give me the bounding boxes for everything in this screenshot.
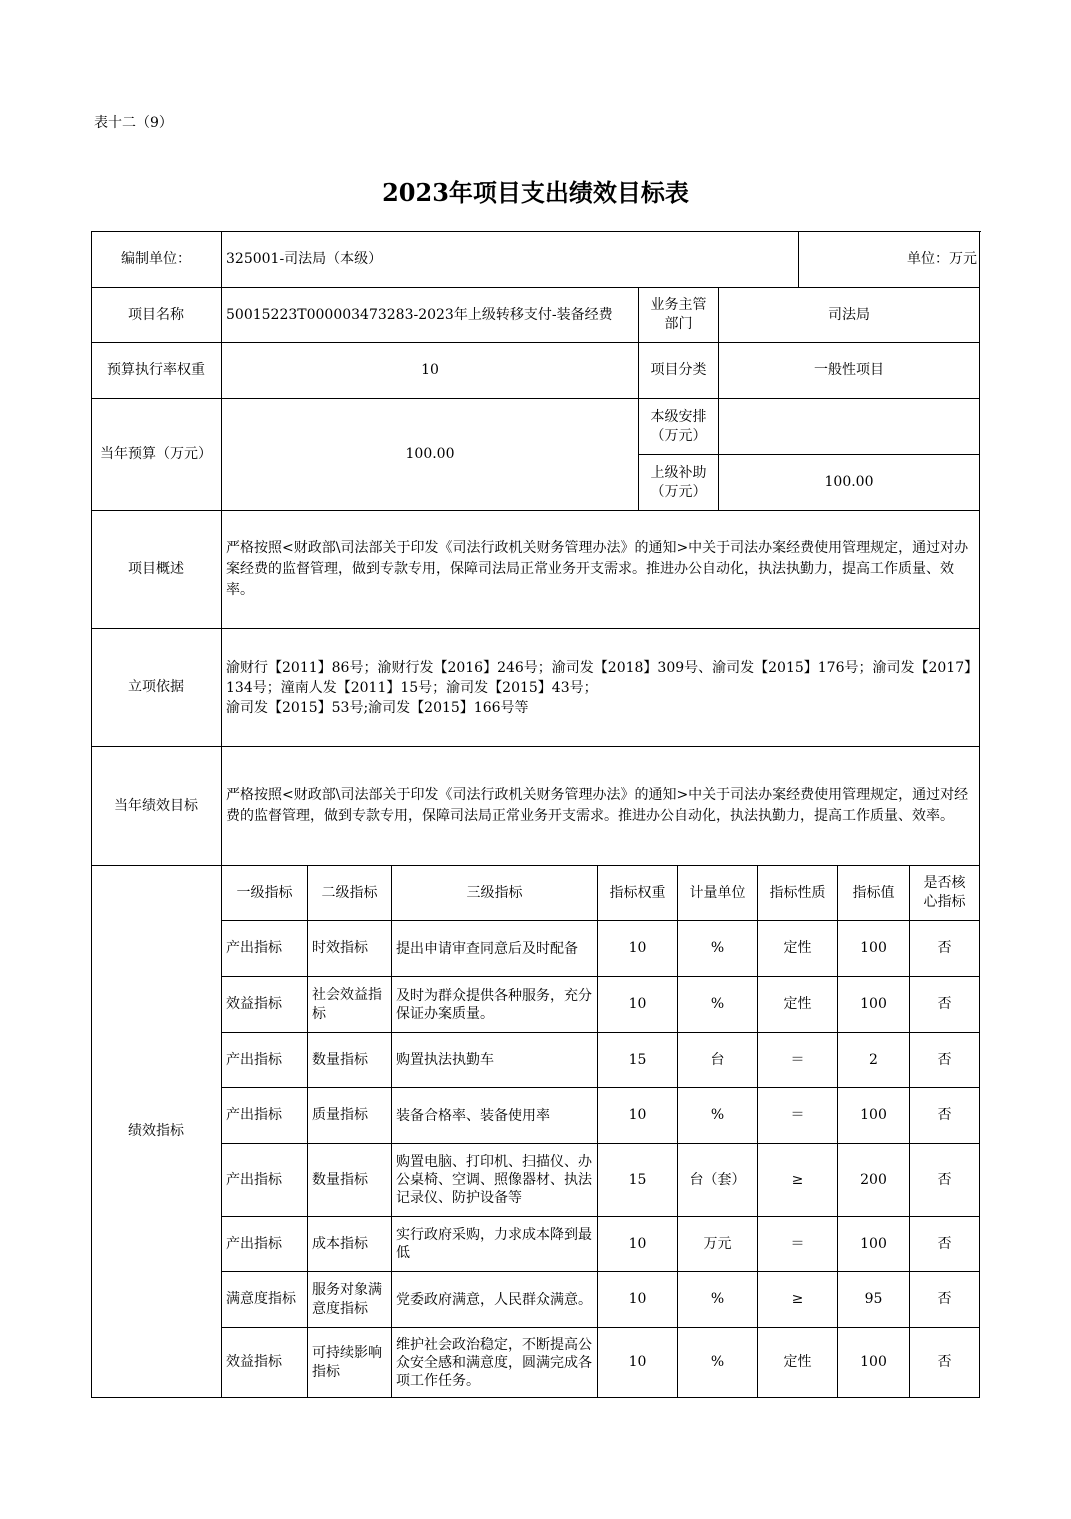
indicator-cell-core: 否	[910, 921, 980, 977]
indicator-cell-unit: %	[678, 977, 758, 1033]
local-budget-label: 本级安排（万元）	[639, 399, 719, 455]
indicator-cell-level2: 社会效益指标	[308, 977, 392, 1033]
indicator-cell-value: 100	[838, 1088, 910, 1144]
unit-label: 编制单位：	[91, 231, 222, 288]
indicator-cell-weight: 10	[598, 1328, 678, 1398]
local-budget-value	[719, 399, 980, 455]
indicator-cell-core: 否	[910, 1328, 980, 1398]
indicator-cell-level1: 产出指标	[222, 1144, 308, 1217]
indicator-cell-unit: %	[678, 1328, 758, 1398]
overview-label: 项目概述	[91, 511, 222, 629]
indicator-cell-weight: 15	[598, 1144, 678, 1217]
indicator-header-nature: 指标性质	[758, 866, 838, 921]
indicator-cell-unit: 万元	[678, 1217, 758, 1272]
indicator-cell-unit: 台	[678, 1033, 758, 1088]
indicator-cell-weight: 10	[598, 977, 678, 1033]
indicator-header-core: 是否核心指标	[910, 866, 980, 921]
budget-value: 100.00	[222, 399, 639, 511]
indicator-cell-level2: 数量指标	[308, 1144, 392, 1217]
weight-value: 10	[222, 343, 639, 399]
weight-label: 预算执行率权重	[91, 343, 222, 399]
indicator-cell-level1: 产出指标	[222, 1033, 308, 1088]
indicator-cell-core: 否	[910, 1088, 980, 1144]
performance-table	[91, 231, 980, 1398]
indicator-cell-level3: 党委政府满意，人民群众满意。	[392, 1272, 598, 1328]
basis-label: 立项依据	[91, 629, 222, 747]
indicator-header-unit: 计量单位	[678, 866, 758, 921]
indicator-cell-core: 否	[910, 1033, 980, 1088]
indicator-cell-unit: %	[678, 1088, 758, 1144]
indicator-cell-core: 否	[910, 1217, 980, 1272]
category-value: 一般性项目	[719, 343, 980, 399]
indicator-cell-level2: 可持续影响指标	[308, 1328, 392, 1398]
indicator-header-level3: 三级指标	[392, 866, 598, 921]
indicator-cell-value: 95	[838, 1272, 910, 1328]
unit-value: 325001-司法局（本级）	[222, 231, 799, 288]
indicator-cell-unit: %	[678, 921, 758, 977]
currency-note: 单位：万元	[799, 231, 980, 288]
indicator-cell-weight: 10	[598, 1088, 678, 1144]
indicator-cell-level3: 维护社会政治稳定，不断提高公众安全感和满意度，圆满完成各项工作任务。	[392, 1328, 598, 1398]
indicator-header-weight: 指标权重	[598, 866, 678, 921]
indicator-header-level2: 二级指标	[308, 866, 392, 921]
indicator-cell-weight: 10	[598, 921, 678, 977]
superior-budget-value: 100.00	[719, 455, 980, 511]
indicator-cell-level1: 效益指标	[222, 977, 308, 1033]
indicator-cell-nature: ＝	[758, 1033, 838, 1088]
indicator-cell-nature: 定性	[758, 1328, 838, 1398]
indicator-cell-level3: 实行政府采购，力求成本降到最低	[392, 1217, 598, 1272]
page-title: 2023年项目支出绩效目标表	[382, 178, 689, 207]
project-name-label: 项目名称	[91, 288, 222, 343]
indicator-cell-weight: 15	[598, 1033, 678, 1088]
indicator-cell-value: 100	[838, 921, 910, 977]
indicator-cell-level3: 提出申请审查同意后及时配备	[392, 921, 598, 977]
indicator-cell-level2: 数量指标	[308, 1033, 392, 1088]
indicator-header-level1: 一级指标	[222, 866, 308, 921]
indicator-cell-level3: 及时为群众提供各种服务，充分保证办案质量。	[392, 977, 598, 1033]
indicator-cell-level2: 时效指标	[308, 921, 392, 977]
indicator-cell-value: 200	[838, 1144, 910, 1217]
basis-text	[222, 629, 980, 747]
indicators-label: 绩效指标	[91, 866, 222, 1398]
basis-line-2: 渝司发【2015】53号;渝司发【2015】166号等	[226, 699, 529, 716]
indicator-cell-nature: ＝	[758, 1217, 838, 1272]
indicator-cell-value: 2	[838, 1033, 910, 1088]
table-number: 表十二（9）	[94, 115, 173, 131]
indicator-header-value: 指标值	[838, 866, 910, 921]
dept-value: 司法局	[719, 288, 980, 343]
indicator-cell-level2: 质量指标	[308, 1088, 392, 1144]
goal-label: 当年绩效目标	[91, 747, 222, 866]
indicator-cell-level1: 效益指标	[222, 1328, 308, 1398]
project-name-value: 50015223T000003473283-2023年上级转移支付-装备经费	[222, 288, 639, 343]
indicator-cell-value: 100	[838, 1217, 910, 1272]
indicator-cell-level1: 产出指标	[222, 1217, 308, 1272]
indicator-cell-nature: 定性	[758, 921, 838, 977]
indicator-cell-level3: 装备合格率、装备使用率	[392, 1088, 598, 1144]
indicator-cell-level1: 产出指标	[222, 921, 308, 977]
indicator-cell-core: 否	[910, 1144, 980, 1217]
indicator-cell-nature: ＝	[758, 1088, 838, 1144]
indicator-cell-level2: 成本指标	[308, 1217, 392, 1272]
indicator-cell-unit: 台（套）	[678, 1144, 758, 1217]
budget-label: 当年预算（万元）	[91, 399, 222, 511]
indicator-cell-nature: ≥	[758, 1272, 838, 1328]
indicator-cell-level2: 服务对象满意度指标	[308, 1272, 392, 1328]
indicator-cell-weight: 10	[598, 1217, 678, 1272]
indicator-cell-nature: 定性	[758, 977, 838, 1033]
category-label: 项目分类	[639, 343, 719, 399]
overview-text: 严格按照<财政部\司法部关于印发《司法行政机关财务管理办法》的通知>中关于司法办案经费使用管理规定，通过对办案经费的监督管理，做到专款专用，保障司法局正常业务开支需求。推进办公自动化，执法执勤力，提高工作质量、效率。	[222, 511, 980, 629]
indicator-cell-core: 否	[910, 1272, 980, 1328]
basis-line-1: 渝财行【2011】86号；渝财行发【2016】246号；渝司发【2018】309号、渝司发【2015】176号；渝司发【2017】134号；潼南人发【2011】15号；渝司发【2015】43号；	[226, 659, 972, 696]
indicator-cell-unit: %	[678, 1272, 758, 1328]
dept-label: 业务主管部门	[639, 288, 719, 343]
indicator-cell-level3: 购置电脑、打印机、扫描仪、办公桌椅、空调、照像器材、执法记录仪、防护设备等	[392, 1144, 598, 1217]
indicator-cell-core: 否	[910, 977, 980, 1033]
indicator-cell-value: 100	[838, 1328, 910, 1398]
indicator-cell-value: 100	[838, 977, 910, 1033]
superior-budget-label: 上级补助（万元）	[639, 455, 719, 511]
goal-text: 严格按照<财政部\司法部关于印发《司法行政机关财务管理办法》的通知>中关于司法办案经费使用管理规定，通过对经费的监督管理，做到专款专用，保障司法局正常业务开支需求。推进办公自动化，执法执勤力，提高工作质量、效率。	[222, 747, 980, 866]
indicator-cell-level1: 满意度指标	[222, 1272, 308, 1328]
indicator-cell-level1: 产出指标	[222, 1088, 308, 1144]
indicator-cell-level3: 购置执法执勤车	[392, 1033, 598, 1088]
indicator-cell-nature: ≥	[758, 1144, 838, 1217]
indicator-cell-weight: 10	[598, 1272, 678, 1328]
